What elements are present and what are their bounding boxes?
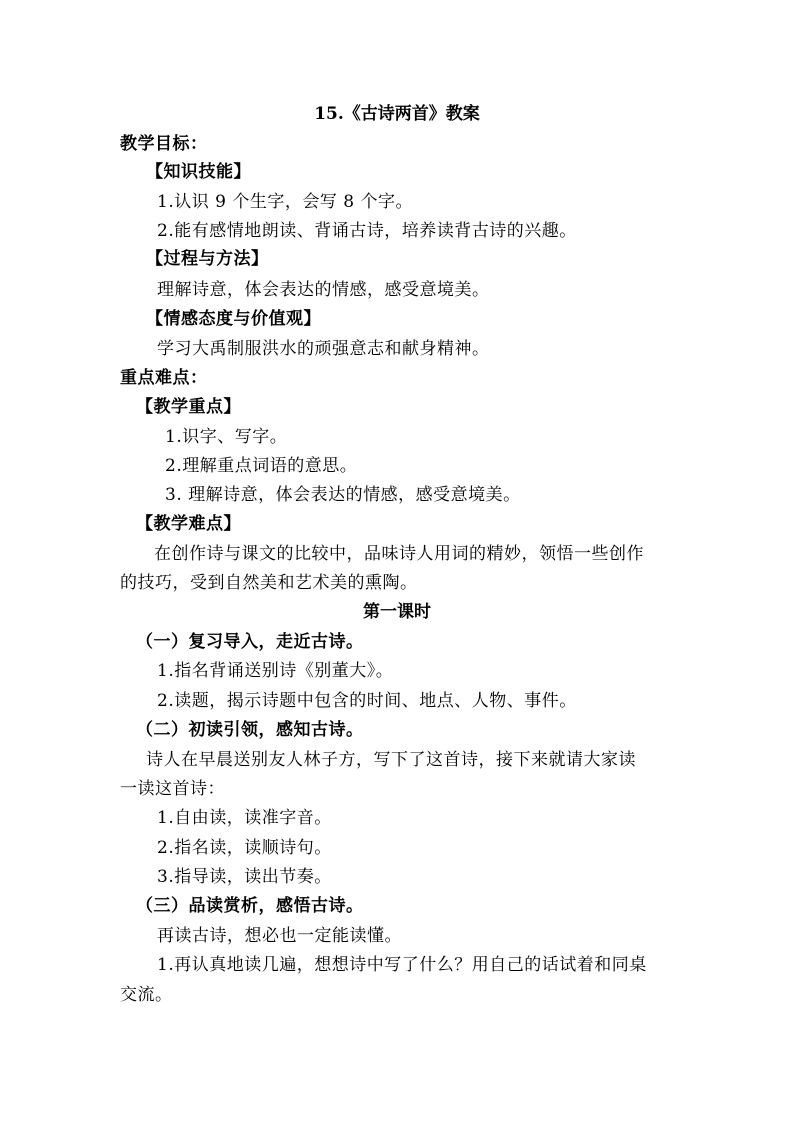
process-heading: 【过程与方法】	[146, 249, 269, 269]
section-2-text-line-2: 一读这首诗：	[120, 779, 225, 799]
knowledge-heading: 【知识技能】	[146, 162, 251, 182]
difficulty-text-line-1: 在创作诗与课文的比较中，品味诗人用词的精妙，领悟一些创作	[154, 544, 644, 564]
section-2-item-1: 1.自由读，读准字音。	[157, 808, 332, 828]
emotion-text: 学习大禹制服洪水的顽强意志和献身精神。	[157, 339, 490, 359]
focus-heading: 【教学重点】	[136, 397, 241, 417]
section-1-heading: （一）复习导入，走近古诗。	[136, 632, 364, 652]
key-heading: 重点难点：	[120, 368, 208, 388]
document-title: 15.《古诗两首》教案	[314, 104, 480, 124]
process-text: 理解诗意，体会表达的情感，感受意境美。	[157, 280, 490, 300]
difficulty-text-line-2: 的技巧，受到自然美和艺术美的熏陶。	[120, 573, 418, 593]
section-2-heading: （二）初读引领，感知古诗。	[136, 720, 364, 740]
focus-item-3: 3. 理解诗意，体会表达的情感，感受意境美。	[165, 485, 521, 505]
section-2-item-2: 2.指名读，读顺诗句。	[157, 838, 332, 858]
section-2-text-line-1: 诗人在早晨送别友人林子方，写下了这首诗，接下来就请大家读	[146, 750, 636, 770]
section-1-item-1: 1.指名背诵送别诗《别董大》。	[157, 661, 394, 681]
emotion-heading: 【情感态度与价值观】	[146, 309, 321, 329]
knowledge-item-1: 1.认识 9 个生字，会写 8 个字。	[157, 192, 413, 212]
section-3-item-1-line-2: 交流。	[120, 985, 173, 1005]
section-2-item-3: 3.指导读，读出节奏。	[157, 867, 332, 887]
focus-item-2: 2.理解重点词语的意思。	[165, 456, 358, 476]
knowledge-item-2: 2.能有感情地朗读、背诵古诗，培养读背古诗的兴趣。	[157, 221, 577, 241]
objectives-heading: 教学目标：	[120, 134, 208, 154]
difficulty-heading: 【教学难点】	[136, 514, 241, 534]
lesson-heading: 第一课时	[363, 602, 431, 622]
section-3-text: 再读古诗，想必也一定能读懂。	[157, 926, 402, 946]
section-3-item-1-line-1: 1.再认真地读几遍，想想诗中写了什么？用自己的话试着和同桌	[157, 955, 647, 975]
focus-item-1: 1.识字、写字。	[165, 427, 288, 447]
section-1-item-2: 2.读题，揭示诗题中包含的时间、地点、人物、事件。	[157, 691, 577, 711]
section-3-heading: （三）品读赏析，感悟古诗。	[136, 896, 364, 916]
